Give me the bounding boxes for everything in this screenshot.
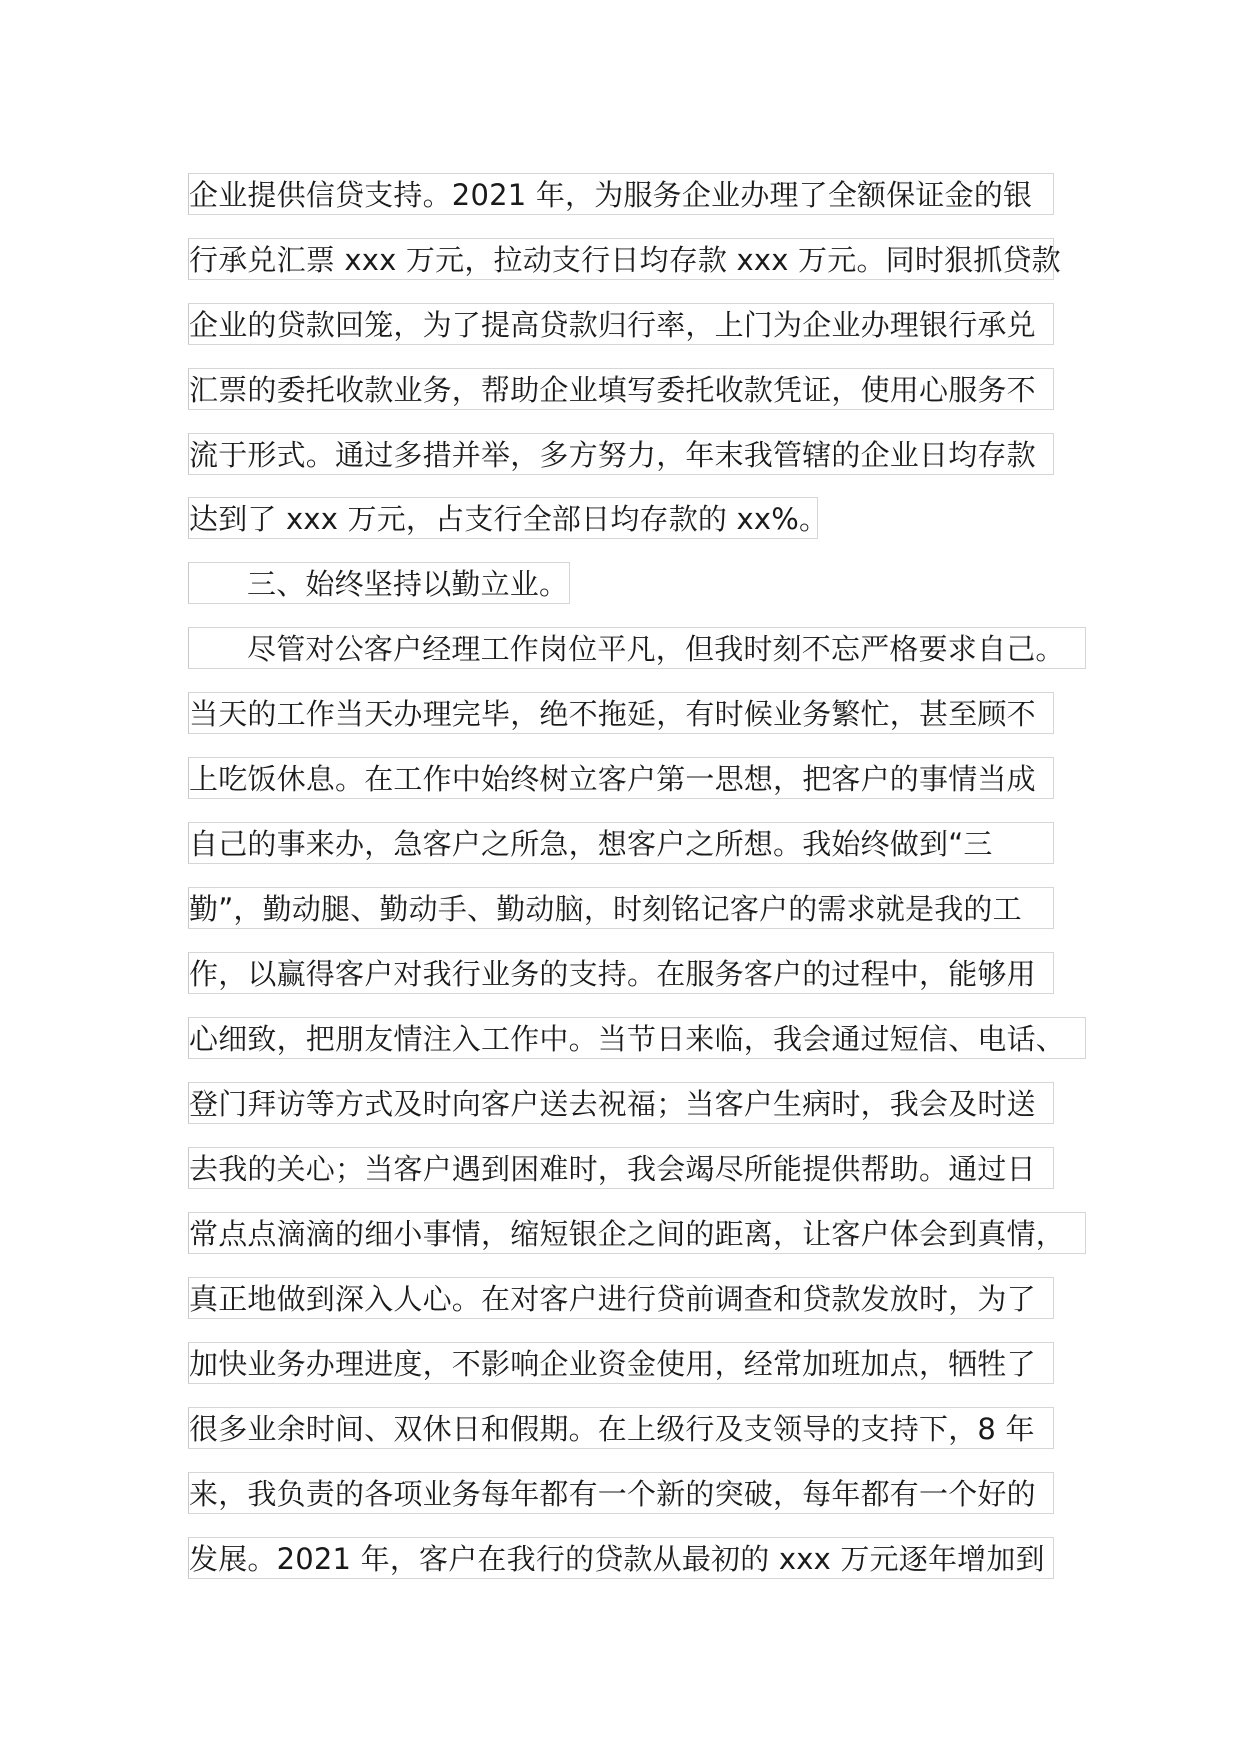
- paragraph-line: 来，我负责的各项业务每年都有一个新的突破，每年都有一个好的: [188, 1472, 1054, 1514]
- paragraph-line: 加快业务办理进度，不影响企业资金使用，经常加班加点，牺牲了: [188, 1342, 1054, 1384]
- paragraph-line: 尽管对公客户经理工作岗位平凡，但我时刻不忘严格要求自己。: [188, 627, 1086, 669]
- section-heading: 三、始终坚持以勤立业。: [188, 562, 570, 604]
- paragraph-line: 去我的关心；当客户遇到困难时，我会竭尽所能提供帮助。通过日: [188, 1147, 1054, 1189]
- paragraph-line: 作，以赢得客户对我行业务的支持。在服务客户的过程中，能够用: [188, 952, 1054, 994]
- paragraph-line: 自己的事来办，急客户之所急，想客户之所想。我始终做到“三: [188, 822, 1054, 864]
- paragraph-line: 很多业余时间、双休日和假期。在上级行及支领导的支持下，8 年: [188, 1407, 1054, 1449]
- paragraph-line: 上吃饭休息。在工作中始终树立客户第一思想，把客户的事情当成: [188, 757, 1054, 799]
- paragraph-line: 达到了 xxx 万元，占支行全部日均存款的 xx%。: [188, 497, 818, 539]
- paragraph-line: 汇票的委托收款业务，帮助企业填写委托收款凭证，使用心服务不: [188, 368, 1054, 410]
- paragraph-line: 登门拜访等方式及时向客户送去祝福；当客户生病时，我会及时送: [188, 1082, 1054, 1124]
- paragraph-line: 企业提供信贷支持。2021 年，为服务企业办理了全额保证金的银: [188, 173, 1054, 215]
- paragraph-line: 企业的贷款回笼，为了提高贷款归行率，上门为企业办理银行承兑: [188, 303, 1054, 345]
- paragraph-line: 当天的工作当天办理完毕，绝不拖延，有时候业务繁忙，甚至顾不: [188, 692, 1054, 734]
- paragraph-line: 心细致，把朋友情注入工作中。当节日来临，我会通过短信、电话、: [188, 1017, 1086, 1059]
- paragraph-line: 发展。2021 年，客户在我行的贷款从最初的 xxx 万元逐年增加到: [188, 1537, 1054, 1579]
- paragraph-line: 行承兑汇票 xxx 万元，拉动支行日均存款 xxx 万元。同时狠抓贷款: [188, 238, 1054, 280]
- paragraph-line: 常点点滴滴的细小事情，缩短银企之间的距离，让客户体会到真情，: [188, 1212, 1086, 1254]
- paragraph-line: 流于形式。通过多措并举，多方努力，年末我管辖的企业日均存款: [188, 433, 1054, 475]
- paragraph-line: 真正地做到深入人心。在对客户进行贷前调查和贷款发放时，为了: [188, 1277, 1054, 1319]
- paragraph-line: 勤”，勤动腿、勤动手、勤动脑，时刻铭记客户的需求就是我的工: [188, 887, 1054, 929]
